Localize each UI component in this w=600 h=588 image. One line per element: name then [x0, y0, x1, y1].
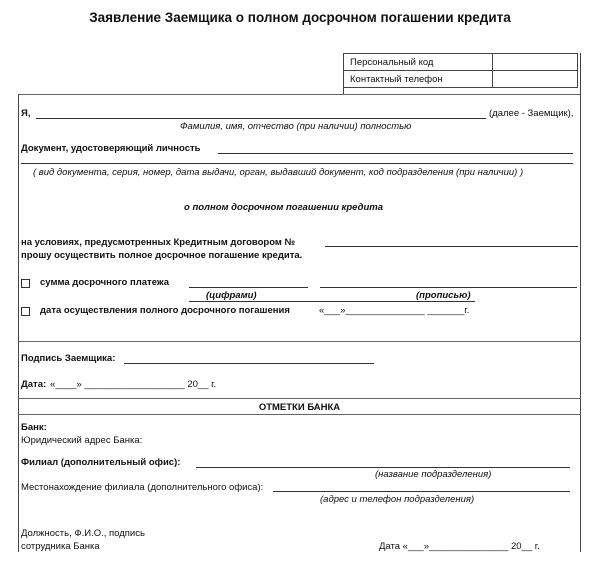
payment-hint-line — [189, 301, 475, 302]
contact-phone-label: Контактный телефон — [344, 71, 493, 88]
bank-heading-underline — [18, 414, 581, 415]
payment-words-hint: (прописью) — [416, 290, 471, 301]
credit-agreement-label: на условиях, предусмотренных Кредитным договором № — [21, 237, 296, 248]
borrower-prefix: Я, — [21, 108, 31, 119]
signature-date-label: Дата: — [21, 379, 47, 390]
payment-digits-hint: (цифрами) — [206, 290, 257, 301]
id-document-hint: ( вид документа, серия, номер, дата выдачи, орган, выдавший документ, код подразделения (при наличии) ) — [33, 167, 524, 178]
branch-field[interactable] — [196, 467, 570, 468]
bank-marks-heading: ОТМЕТКИ БАНКА — [258, 402, 341, 413]
branch-hint: (название подразделения) — [375, 469, 492, 480]
repayment-date-checkbox[interactable] — [21, 307, 30, 316]
branch-location-field[interactable] — [273, 491, 570, 492]
bank-date-field[interactable]: Дата «___»_______________ 20__ г. — [379, 541, 540, 552]
section-divider-2 — [18, 398, 581, 399]
bank-employee-label: Должность, Ф.И.О., подпись — [21, 528, 145, 539]
id-document-label: Документ, удостоверяющий личность — [21, 143, 201, 154]
borrower-suffix: (далее - Заемщик), — [489, 108, 574, 119]
personal-code-field[interactable] — [493, 54, 578, 71]
repayment-date-label: дата осуществления полного досрочного погашения — [40, 305, 290, 316]
id-document-field[interactable] — [218, 153, 573, 154]
branch-location-label: Местонахождение филиала (дополнительного офиса): — [21, 482, 264, 493]
borrower-signature-label: Подпись Заемщика: — [21, 353, 116, 364]
bank-employee-label-line2: сотрудника Банка — [21, 541, 100, 552]
payment-amount-label: сумма досрочного платежа — [40, 277, 169, 288]
repayment-date-field[interactable]: «___»_______________ _______г. — [319, 305, 470, 316]
personal-code-label: Персональный код — [344, 54, 493, 71]
branch-label: Филиал (дополнительный офис): — [21, 457, 181, 468]
section-divider-1 — [18, 341, 581, 342]
payment-amount-checkbox[interactable] — [21, 279, 30, 288]
borrower-name-field[interactable] — [36, 118, 486, 119]
borrower-signature-field[interactable] — [124, 363, 374, 364]
signature-date-field[interactable]: «____» ___________________ 20__ г. — [50, 379, 217, 390]
personal-code-table — [343, 53, 578, 88]
bank-legal-address-label: Юридический адрес Банка: — [21, 435, 143, 446]
borrower-name-hint: Фамилия, имя, отчество (при наличии) полностью — [180, 121, 412, 132]
frame-top-line — [18, 94, 581, 95]
frame-right-line — [580, 53, 581, 552]
branch-location-hint: (адрес и телефон подразделения) — [320, 494, 475, 505]
repayment-request-text: прошу осуществить полное досрочное погашение кредита. — [21, 250, 303, 261]
contact-phone-field[interactable] — [493, 71, 578, 88]
payment-digits-field[interactable] — [189, 287, 308, 288]
bank-label: Банк: — [21, 422, 47, 433]
id-document-field-line2[interactable] — [21, 163, 573, 164]
document-title: Заявление Заемщика о полном досрочном погашении кредита — [89, 10, 511, 25]
payment-words-field[interactable] — [320, 287, 577, 288]
credit-agreement-number-field[interactable] — [325, 246, 578, 247]
frame-left-line — [18, 94, 19, 552]
table-left-line — [343, 53, 344, 94]
subheading: о полном досрочном погашении кредита — [184, 202, 383, 213]
